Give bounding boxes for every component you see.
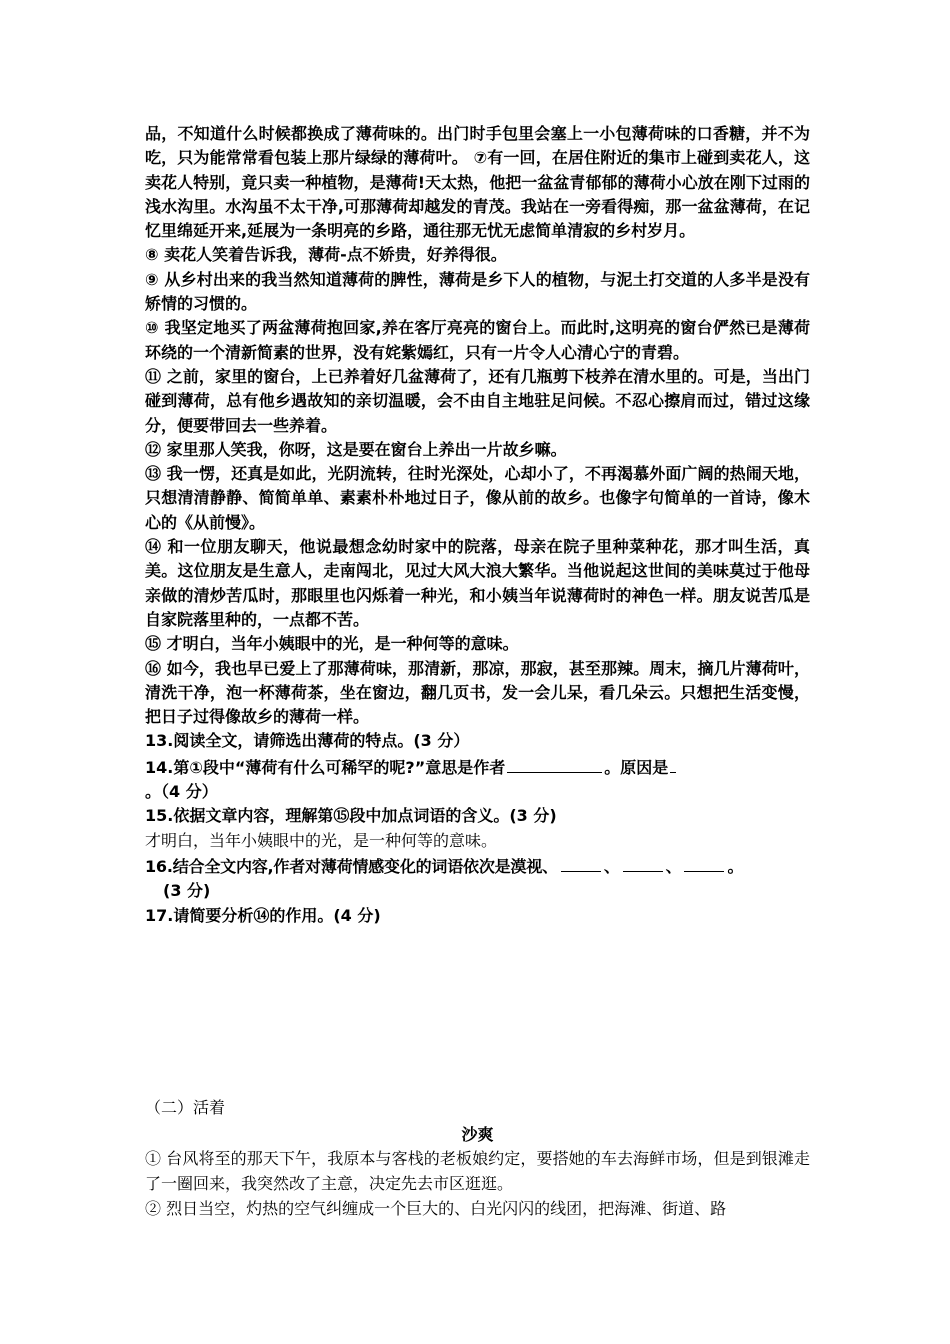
question-16-score: (3 分) xyxy=(163,881,211,901)
paragraph-10: ⑩ 我坚定地买了两盆薄荷抱回家,养在客厅亮亮的窗台上。而此时,这明亮的窗台俨然已是薄荷环绕的一个清新简素的世界，没有姹紫嫣红，只有一片令人心清心宁的青碧。 xyxy=(145,318,810,362)
question-14-tail: 。（4 分） xyxy=(145,782,218,802)
answer-blank[interactable] xyxy=(670,754,676,773)
essay-body xyxy=(145,1146,810,1221)
question-17: 17.请简要分析⑭的作用。(4 分) xyxy=(145,905,381,925)
section-heading: （二）活着 xyxy=(145,1098,226,1117)
essay-title: 沙爽 xyxy=(461,1125,494,1144)
answer-blank[interactable] xyxy=(507,754,602,773)
passage-body xyxy=(145,122,810,928)
question-16: 16.结合全文内容,作者对薄荷情感变化的词语依次是漠视、 、 、 。 xyxy=(145,853,810,879)
paragraph-8: ⑧ 卖花人笑着告诉我，薄荷-点不娇贵，好养得很。 xyxy=(145,245,507,265)
essay-paragraph-1: ① 台风将至的那天下午，我原本与客栈的老板娘约定，要搭她的车去海鲜市场，但是到银滩走了一圈回来，我突然改了主意，决定先去市区逛逛。 xyxy=(145,1149,810,1193)
paragraph-12: ⑫ 家里那人笑我，你呀，这是要在窗台上养出一片故乡嘛。 xyxy=(145,439,567,459)
essay-paragraph-2: ② 烈日当空，灼热的空气纠缠成一个巨大的、白光闪闪的线团，把海滩、街道、路 xyxy=(145,1199,727,1218)
answer-blank[interactable] xyxy=(684,853,724,872)
question-14: 14.第①段中“薄荷有什么可稀罕的呢?”意思是作者 。原因是 xyxy=(145,754,810,780)
paragraph-13: ⑬ 我一愣，还真是如此，光阴流转，往时光深处，心却小了，不再渴慕外面广阔的热闹天地，只想清清静静、简简单单、素素朴朴地过日子，像从前的故乡。也像字句简单的一首诗，像木心的《从前慢》。 xyxy=(145,464,810,532)
paragraph-11: ⑪ 之前，家里的窗台，上已养着好几盆薄荷了，还有几瓶剪下枝养在清水里的。可是，当出门碰到薄荷，总有他乡遇故知的亲切温暖，会不由自主地驻足问候。不忍心擦肩而过，错过这缘分，便要带回去一些养着。 xyxy=(145,366,810,435)
question-13: 13.阅读全文，请筛选出薄荷的特点。(3 分） xyxy=(145,731,470,751)
paragraph-14: ⑭ 和一位朋友聊天，他说最想念幼时家中的院落，母亲在院子里种菜种花，那才叫生活，真美。这位朋友是生意人，走南闯北，见过大风大浪大繁华。当他说起这世间的美味莫过于他母亲做的清炒苦瓜时，那眼里也闪烁着一种光，和小姨当年说薄荷时的神色一样。朋友说苦瓜是自家院落里种的，一点都不苦。 xyxy=(145,537,810,629)
paragraph-9: ⑨ 从乡村出来的我当然知道薄荷的脾性，薄荷是乡下人的植物，与泥土打交道的人多半是没有矫情的习惯的。 xyxy=(145,269,810,314)
paragraph-7: 品，不知道什么时候都换成了薄荷味的。出门时手包里会塞上一小包薄荷味的口香糖，并不为吃，只为能常常看包装上那片绿绿的薄荷叶。 ⑦有一回，在居住附近的集市上碰到卖花人，这卖花人特别，竟只卖一种植物，是薄荷!天太热，他把一盆盆青郁郁的薄荷小心放在刚下过雨的浅水沟里。水沟虽不太干净,可那薄荷却越发的青茂。我站在一旁看得痴，那一盆盆薄荷，在记忆里绵延开来,延展为一条明亮的乡路，通往那无忧无虑简单清寂的乡村岁月。 xyxy=(145,124,810,241)
question-15-quote: 才明白，当年小姨眼中的光，是一种何等的意味。 xyxy=(145,830,498,850)
answer-blank[interactable] xyxy=(623,853,663,872)
answer-blank[interactable] xyxy=(561,853,601,872)
question-15: 15.依据文章内容，理解第⑮段中加点词语的含义。(3 分) xyxy=(145,806,557,826)
paragraph-16: ⑯ 如今，我也早已爱上了那薄荷味，那清新，那凉，那寂，甚至那辣。周末，摘几片薄荷叶，清洗干净，泡一杯薄荷茶，坐在窗边，翻几页书，发一会儿呆，看几朵云。只想把生活变慢，把日子过得像故乡的薄荷一样。 xyxy=(145,658,810,727)
paragraph-15: ⑮ 才明白，当年小姨眼中的光，是一种何等的意味。 xyxy=(145,634,519,654)
